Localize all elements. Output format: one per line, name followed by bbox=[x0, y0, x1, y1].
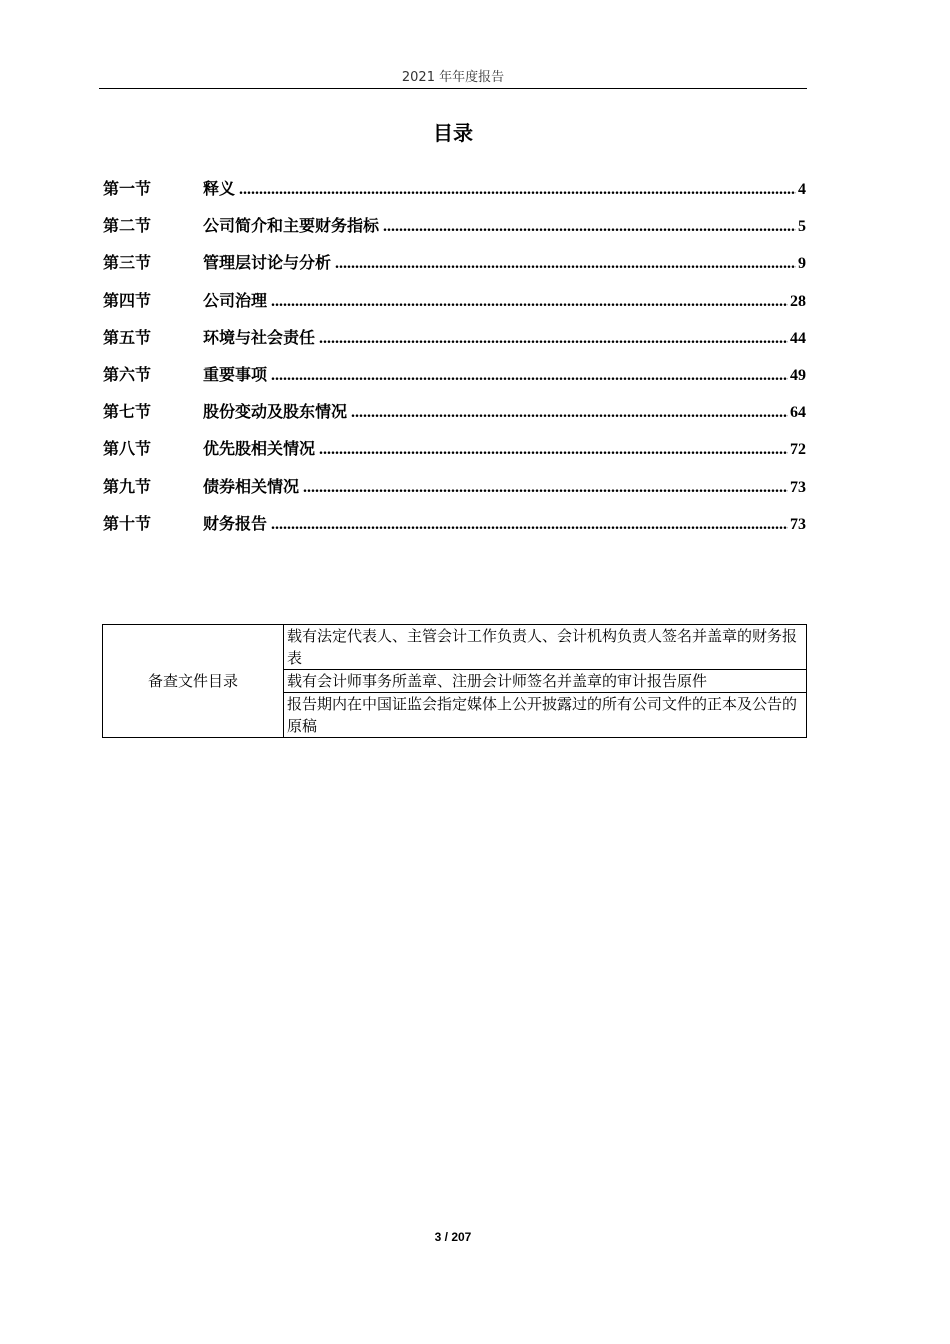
toc-entry[interactable] bbox=[103, 430, 806, 467]
toc-page-number: 72 bbox=[790, 441, 806, 459]
header-divider bbox=[99, 88, 807, 89]
toc-dot-leader bbox=[239, 171, 796, 208]
toc-entry[interactable] bbox=[103, 282, 806, 319]
toc-dot-leader bbox=[319, 431, 788, 468]
reference-doc-item: 报告期内在中国证监会指定媒体上公开披露过的所有公司文件的正本及公告的原稿 bbox=[284, 693, 807, 738]
toc-section-title: 环境与社会责任 bbox=[203, 327, 316, 347]
toc-section-number: 第三节 bbox=[103, 253, 152, 273]
toc-page-number: 44 bbox=[790, 329, 806, 347]
toc-page-number: 73 bbox=[790, 515, 806, 533]
toc-section-number: 第九节 bbox=[103, 476, 152, 496]
toc-dot-leader bbox=[271, 357, 788, 394]
report-header-title: 2021 年年度报告 bbox=[401, 70, 505, 85]
toc-entry[interactable] bbox=[103, 505, 806, 542]
toc-entry[interactable] bbox=[103, 319, 806, 356]
reference-doc-item: 载有会计师事务所盖章、注册会计师签名并盖章的审计报告原件 bbox=[284, 670, 807, 693]
reference-docs-label: 备查文件目录 bbox=[103, 625, 284, 738]
toc-section-title: 优先股相关情况 bbox=[203, 439, 316, 459]
toc-entry[interactable] bbox=[103, 170, 806, 207]
toc-page-number: 4 bbox=[798, 181, 806, 198]
toc-entry[interactable] bbox=[103, 356, 806, 393]
toc-section-title: 公司治理 bbox=[203, 290, 268, 310]
toc-section-title: 释义 bbox=[203, 179, 236, 198]
toc-page-number: 28 bbox=[790, 292, 806, 310]
reference-doc-item: 载有法定代表人、主管会计工作负责人、会计机构负责人签名并盖章的财务报表 bbox=[284, 625, 807, 670]
reference-documents-table bbox=[102, 624, 807, 738]
toc-section-title: 管理层讨论与分析 bbox=[203, 253, 332, 273]
toc-page-number: 9 bbox=[798, 255, 806, 273]
page-title: 目录 bbox=[433, 121, 473, 145]
toc-section-number: 第五节 bbox=[103, 327, 152, 347]
toc-section-title: 重要事项 bbox=[203, 364, 268, 384]
toc-page-number: 64 bbox=[790, 404, 806, 422]
toc-page-number: 5 bbox=[798, 218, 806, 236]
toc-section-number: 第八节 bbox=[103, 439, 152, 459]
table-of-contents bbox=[103, 170, 806, 542]
toc-entry[interactable] bbox=[103, 468, 806, 505]
toc-dot-leader bbox=[335, 245, 796, 282]
toc-dot-leader bbox=[271, 283, 788, 320]
toc-section-title: 股份变动及股东情况 bbox=[203, 402, 348, 422]
toc-section-title: 财务报告 bbox=[203, 513, 268, 533]
toc-section-title: 债券相关情况 bbox=[203, 476, 300, 496]
toc-dot-leader bbox=[319, 320, 788, 357]
toc-section-number: 第四节 bbox=[103, 290, 152, 310]
toc-page-number: 73 bbox=[790, 478, 806, 496]
toc-dot-leader bbox=[303, 469, 788, 506]
toc-dot-leader bbox=[351, 394, 788, 431]
toc-section-number: 第六节 bbox=[103, 364, 152, 384]
toc-section-number: 第十节 bbox=[103, 513, 152, 533]
toc-dot-leader bbox=[271, 506, 788, 543]
table-row bbox=[103, 625, 807, 670]
toc-page-number: 49 bbox=[790, 366, 806, 384]
page-number-footer: 3 / 207 bbox=[434, 1230, 472, 1244]
toc-dot-leader bbox=[383, 208, 796, 245]
toc-entry[interactable] bbox=[103, 244, 806, 281]
toc-section-title: 公司简介和主要财务指标 bbox=[203, 216, 380, 236]
toc-entry[interactable] bbox=[103, 207, 806, 244]
toc-section-number: 第二节 bbox=[103, 216, 152, 236]
toc-section-number: 第七节 bbox=[103, 402, 152, 422]
toc-entry[interactable] bbox=[103, 393, 806, 430]
toc-section-number: 第一节 bbox=[103, 179, 152, 198]
